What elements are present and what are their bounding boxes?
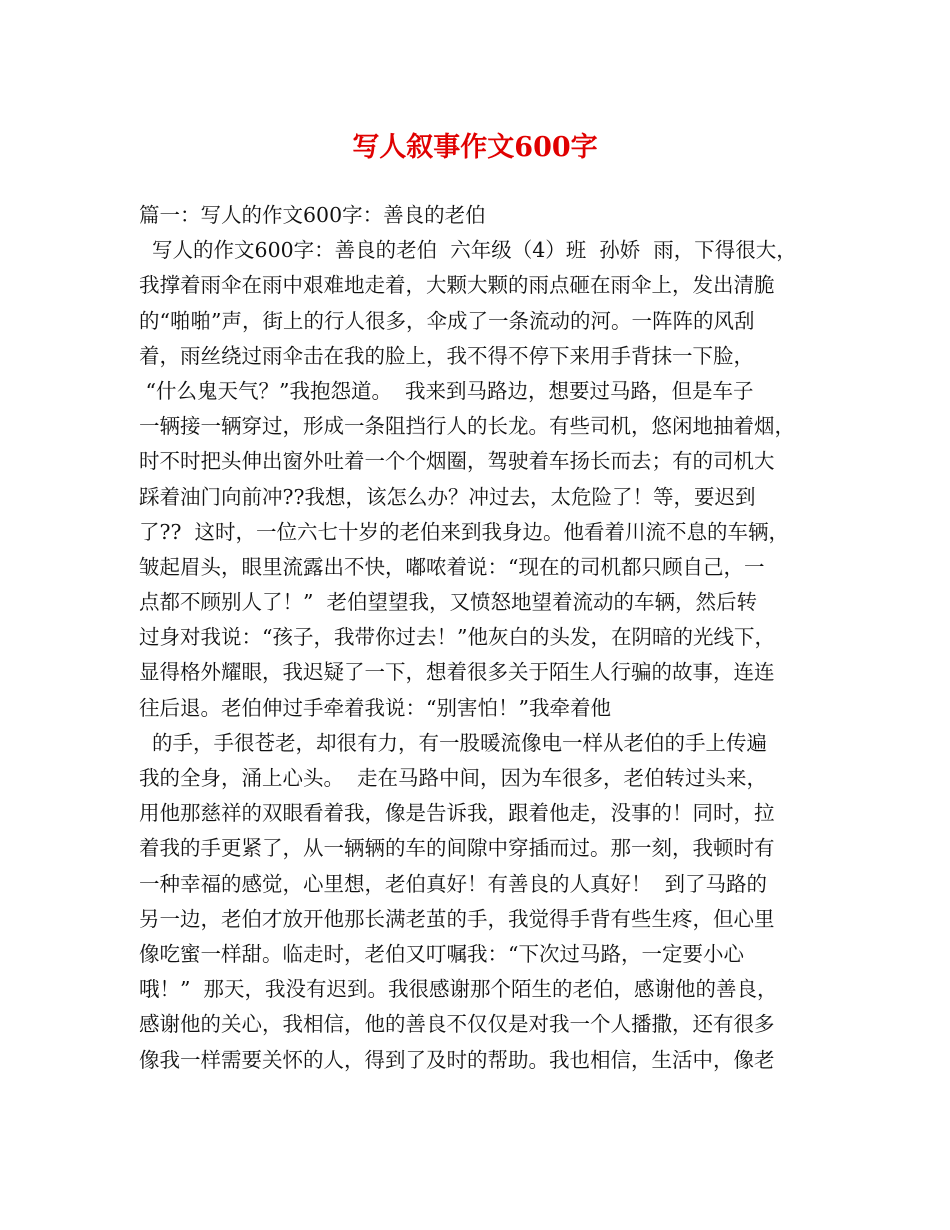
body-line: 像我一样需要关怀的人，得到了及时的帮助。我也相信，生活中，像老 (139, 1047, 775, 1072)
body-line: 用他那慈祥的双眼看着我，像是告诉我，跟着他走，没事的！同时，拉 (139, 801, 775, 826)
body-line: 的“啪啪”声，街上的行人很多，伞成了一条流动的河。一阵阵的风刮 (139, 308, 755, 333)
body-line: 一辆接一辆穿过，形成一条阻挡行人的长龙。有些司机，悠闲地抽着烟， (139, 414, 795, 439)
body-line: 往后退。老伯伸过手牵着我说：“别害怕！”我牵着他 (139, 695, 611, 720)
body-line: 写人的作文600字：善良的老伯 六年级（4）班 孙娇 雨，下得很大， (139, 238, 797, 263)
document-body (139, 198, 839, 1078)
body-line: 过身对我说：“孩子，我带你过去！”他灰白的头发，在阴暗的光线下， (139, 625, 775, 650)
body-line: 我的全身，涌上心头。 走在马路中间，因为车很多，老伯转过头来， (139, 766, 768, 790)
body-line: 着我的手更紧了，从一辆辆的车的间隙中穿插而过。那一刻，我顿时有 (139, 836, 775, 861)
body-line: 显得格外耀眼，我迟疑了一下，想着很多关于陌生人行骗的故事，连连 (139, 660, 775, 685)
body-line: “什么鬼天气？”我抱怨道。 我来到马路边，想要过马路，但是车子 (139, 378, 754, 403)
document-title: 写人叙事作文600字 (352, 132, 598, 163)
body-line: 了?? 这时，一位六七十岁的老伯来到我身边。他看着川流不息的车辆， (139, 519, 790, 544)
body-line: 点都不顾别人了！” 老伯望望我，又愤怒地望着流动的车辆，然后转 (139, 590, 758, 615)
body-line: 感谢他的关心，我相信，他的善良不仅仅是对我一个人播撒，还有很多 (139, 1012, 775, 1037)
section-heading: 篇一：写人的作文600字：善良的老伯 (139, 203, 486, 227)
body-line: 另一边，老伯才放开他那长满老茧的手，我觉得手背有些生疼，但心里 (139, 906, 775, 931)
body-line: 的手，手很苍老，却很有力，有一股暖流像电一样从老伯的手上传遍 (139, 730, 768, 755)
body-line: 像吃蜜一样甜。临走时，老伯又叮嘱我：“下次过马路，一定要小心 (139, 941, 744, 966)
body-line: 我撑着雨伞在雨中艰难地走着，大颗大颗的雨点砸在雨伞上，发出清脆 (139, 273, 775, 298)
body-line: 一种幸福的感觉，心里想，老伯真好！有善良的人真好！ 到了马路的 (139, 871, 768, 896)
body-line: 时不时把头伸出窗外吐着一个个烟圈，驾驶着车扬长而去；有的司机大 (139, 449, 775, 474)
body-line: 着，雨丝绕过雨伞击在我的脸上，我不得不停下来用手背抹一下脸， (139, 343, 754, 368)
body-line: 踩着油门向前冲??我想，该怎么办？冲过去，太危险了！等，要迟到 (139, 484, 756, 509)
body-line: 皱起眉头，眼里流露出不快，嘟哝着说：“现在的司机都只顾自己，一 (139, 554, 765, 579)
body-line: 哦！” 那天，我没有迟到。我很感谢那个陌生的老伯，感谢他的善良， (139, 977, 778, 1002)
